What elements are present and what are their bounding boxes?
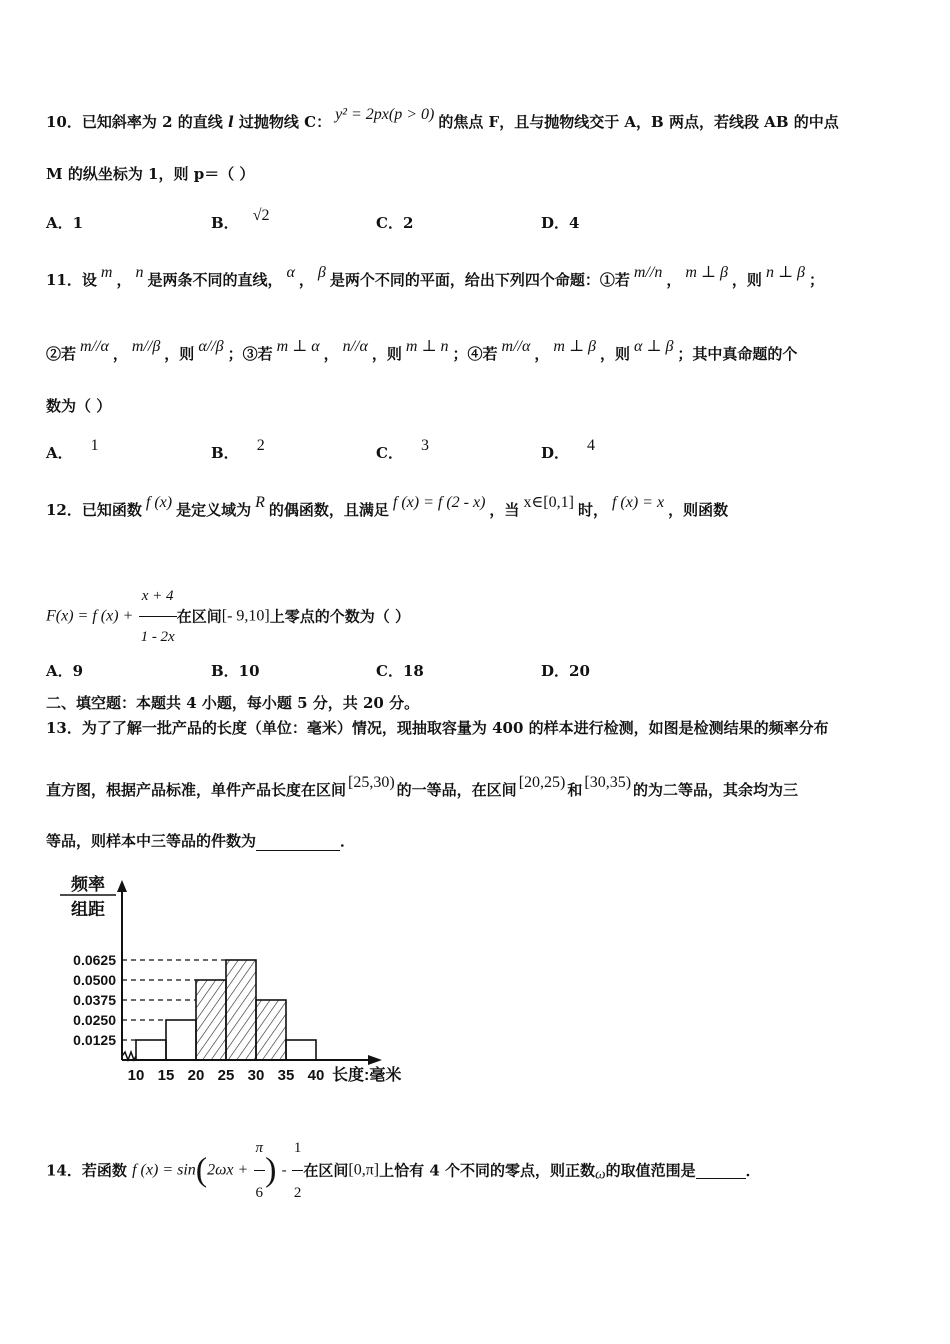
- F-definition: F(x) = f (x) +: [46, 607, 134, 625]
- x-tick-label: 25: [217, 1067, 235, 1084]
- x-tick-label: 20: [187, 1067, 205, 1084]
- q12-option-a: A．9: [46, 662, 84, 680]
- F-fraction: $\frac{x + 4}{1 - 2x}$: [139, 576, 177, 657]
- histogram-bar: [166, 1020, 196, 1060]
- x-axis-arrow: [368, 1055, 382, 1065]
- y-tick-label: 0.0500: [73, 972, 116, 988]
- frequency-histogram: [46, 868, 466, 1088]
- q14-line: 14．若函数 f (x) = sin(2ωx + $\frac{\pi}{6}$ ) - $\frac{1}{2}$ 在区间[0,π]上恰有 4 个不同的零点，则正数ω的取值范围是 ．: [46, 1126, 761, 1215]
- q11-option-b: B． 2: [211, 437, 265, 462]
- q13-line1: 13．为了了解一批产品的长度（单位：毫米）情况，现抽取容量为 400 的样本进行检测，如图是检测结果的频率分布: [46, 719, 829, 737]
- x-tick-label: 35: [277, 1067, 295, 1084]
- q10-parabola-equation: y² = 2px(p > 0): [335, 106, 435, 123]
- y-tick-label: 0.0250: [73, 1012, 116, 1028]
- x-tick-label: 15: [157, 1067, 175, 1084]
- x-axis-label: 长度:毫米: [332, 1067, 402, 1084]
- left-paren: (: [195, 1151, 208, 1189]
- y-tick-label: 0.0125: [73, 1032, 116, 1048]
- q11-option-d: D． 4: [541, 437, 596, 462]
- y-axis-arrow: [117, 880, 127, 892]
- axis-break: [122, 1052, 136, 1060]
- x-tick-label: 40: [307, 1067, 325, 1084]
- right-paren: ): [265, 1151, 277, 1189]
- q11-line3: 数为（ ）: [46, 397, 112, 415]
- histogram-bar: [136, 1040, 166, 1060]
- q10-option-a: A．1: [46, 214, 84, 232]
- q12-line1: 12．已知函数 f (x) 是定义域为 R 的偶函数，且满足 f (x) = f (2 - x) ，当 x∈[0,1] 时， f (x) = x ，则函数: [46, 494, 729, 519]
- q10-line2: M 的纵坐标为 1，则 p＝（ ）: [46, 165, 255, 183]
- x-tick-label: 10: [127, 1067, 145, 1084]
- q11-option-c: C． 3: [376, 437, 429, 462]
- answer-blank-14[interactable]: [696, 1162, 746, 1179]
- q11-option-a: A． 1: [46, 437, 99, 462]
- histogram-bar: [226, 960, 256, 1060]
- histogram-bar: [256, 1000, 286, 1060]
- q13-line2: 直方图，根据产品标准，单件产品长度在区间 [25,30) 的一等品，在区间 [20,25) 和 [30,35) 的为二等品，其余均为三: [46, 774, 799, 799]
- q10-option-b: B． √2: [211, 207, 270, 232]
- q10-option-c: C．2: [376, 214, 414, 232]
- q12-option-d: D．20: [541, 662, 590, 680]
- q10-line1: 10．已知斜率为 2 的直线 l 过抛物线 C： y² = 2px(p > 0) 的焦点 F，且与抛物线交于 A，B 两点，若线段 AB 的中点: [46, 106, 839, 131]
- q11-line1: 11．设 m ， n 是两条不同的直线， α ， β 是两个不同的平面，给出下列四个命题：①若 m//n ， m ⊥ β ，则 n ⊥ β ；: [46, 264, 824, 289]
- q12-option-b: B．10: [211, 662, 260, 680]
- x-tick-label: 30: [247, 1067, 265, 1084]
- y-tick-label: 0.0625: [73, 952, 116, 968]
- pi-over-6: $\frac{\pi}{6}$: [254, 1126, 266, 1215]
- q12-option-c: C．18: [376, 662, 424, 680]
- y-tick-label: 0.0375: [73, 992, 116, 1008]
- answer-blank[interactable]: [256, 834, 340, 851]
- section-heading: 二、填空题：本题共 4 小题，每小题 5 分，共 20 分。: [46, 694, 420, 712]
- q11-line2: ②若 m//α ， m//β ，则 α//β ；③若 m ⊥ α ， n//α ，则 m ⊥ n ；④若 m//α ， m ⊥ β ，则 α ⊥ β ；其中真命题的个: [46, 338, 798, 363]
- sqrt2-value: √2: [252, 207, 270, 224]
- y-label-bottom: 组距: [71, 900, 105, 919]
- histogram-bar: [196, 980, 226, 1060]
- histogram-bar: [286, 1040, 316, 1060]
- q13-line3: 等品，则样本中三等品的件数为 ．: [46, 832, 356, 850]
- y-label-top: 频率: [71, 875, 105, 894]
- q12-line2: F(x) = f (x) + $\frac{x + 4}{1 - 2x}$ 在区间[- 9,10]上零点的个数为（ ）: [46, 576, 410, 657]
- q10-option-d: D．4: [541, 214, 580, 232]
- one-half: $\frac{1}{2}$: [292, 1126, 304, 1215]
